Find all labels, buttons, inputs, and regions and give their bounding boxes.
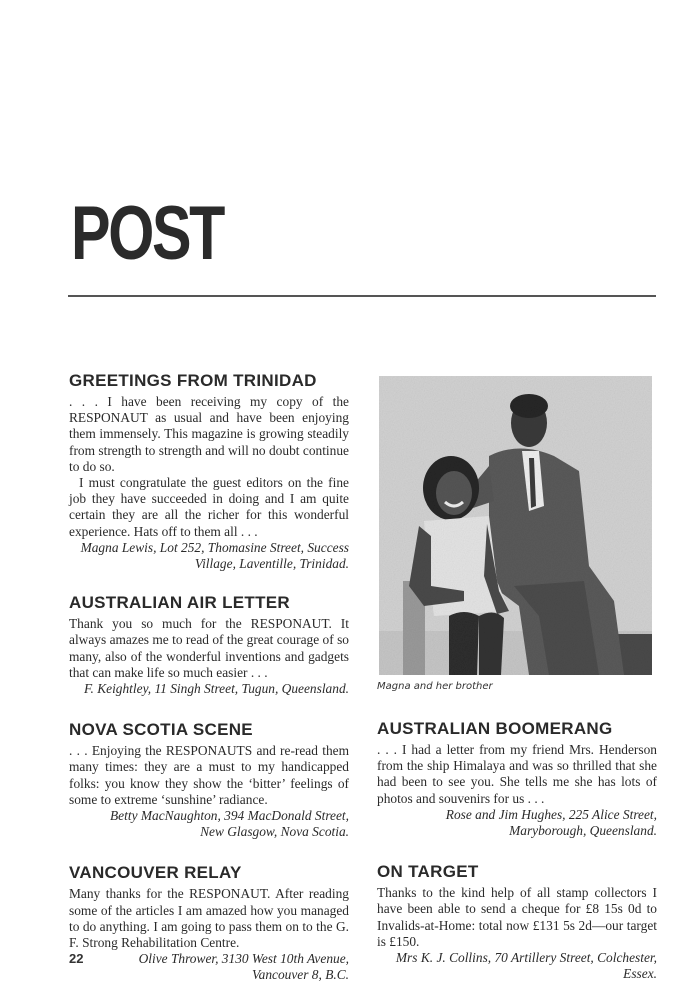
letter-australian-air-letter — [69, 592, 349, 697]
letter-greetings-from-trinidad — [69, 370, 349, 572]
letter-heading: AUSTRALIAN AIR LETTER — [69, 593, 290, 613]
letter-vancouver-relay — [69, 862, 349, 983]
page-title: POST — [71, 191, 224, 276]
photo-caption: Magna and her brother — [377, 681, 493, 692]
letter-heading: GREETINGS FROM TRINIDAD — [69, 371, 317, 390]
letter-paragraph: Thanks to the kind help of all stamp collectors I have been able to send a cheque for £8 15s 0d to Invalids-at-Home: total now £131 5s 2d—our target is £150. — [377, 885, 657, 949]
letter-signature: Rose and Jim Hughes, 225 Alice Street, Maryborough, Queensland. — [445, 806, 657, 839]
letter-heading: AUSTRALIAN BOOMERANG — [377, 719, 613, 738]
letter-paragraph: . . . I have been receiving my copy of the RESPONAUT as usual and have been enjoying them immensely. This magazine is growing steadily from strength to strength and will no doubt continue to do so. — [69, 394, 349, 474]
right-column — [377, 718, 657, 1000]
letter-signature: Magna Lewis, Lot 252, Thomasine Street, Success Village, Laventille, Trinidad. — [80, 539, 349, 572]
title-divider — [68, 295, 656, 297]
letter-paragraph: Thank you so much for the RESPONAUT. It always amazes me to read of the great courage of so many, also of the wonderful inventions and gadgets that can make life so much easier . . . — [69, 616, 349, 680]
photo-illustration — [379, 376, 652, 675]
letter-heading: NOVA SCOTIA SCENE — [69, 720, 253, 740]
left-column — [69, 370, 349, 1002]
letter-paragraph: . . . Enjoying the RESPONAUTS and re-read them many times: they are a must to my handicapped folks: you know they show the ‘bitter’ feelings of some to extreme ‘sunshine’ radiance. — [69, 743, 349, 807]
letter-heading: ON TARGET — [377, 862, 479, 882]
letter-paragraph: . . . I had a letter from my friend Mrs. Henderson from the ship Himalaya and was so thrilled that she had been to see you. She tells me she has lots of photos and souvenirs for us . . . — [377, 742, 657, 806]
letter-paragraph: Many thanks for the RESPONAUT. After reading some of the articles I am amazed how you managed to do anything. I am going to pass them on to the G. F. Strong Rehabilitation Centre. — [69, 886, 349, 951]
letter-australian-boomerang — [377, 718, 657, 839]
letter-signature: Betty MacNaughton, 394 MacDonald Street, New Glasgow, Nova Scotia. — [110, 808, 349, 840]
letter-signature: Mrs K. J. Collins, 70 Artillery Street, Colchester, Essex. — [395, 950, 657, 982]
page-number: 22 — [69, 951, 84, 966]
letter-heading: VANCOUVER RELAY — [69, 863, 242, 883]
letter-signature: Olive Thrower, 3130 West 10th Avenue, Vancouver 8, B.C. — [138, 951, 349, 983]
photo-magna-and-brother — [379, 376, 652, 675]
letter-paragraph: I must congratulate the guest editors on the fine job they have succeeded in doing and I am quite certain they are all the richer for this wonderful experience. Hats off to them all . . . — [69, 475, 349, 539]
letter-on-target — [377, 861, 657, 982]
letter-nova-scotia-scene — [69, 719, 349, 840]
letter-signature: F. Keightley, 11 Singh Street, Tugun, Queensland. — [84, 681, 349, 697]
